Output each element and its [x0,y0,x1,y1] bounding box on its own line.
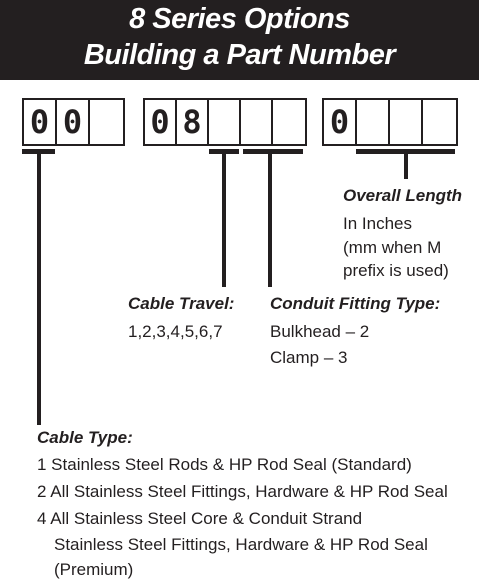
box-cell [209,100,241,144]
overall-length-title: Overall Length [343,186,463,205]
box-cell [241,100,273,144]
box-cell: 8 [177,100,209,144]
cable-type-line: 2 All Stainless Steel Fittings, Hardware & HP Rod Seal [37,482,448,501]
conduit-fitting-connector [268,149,272,287]
box-cell [423,100,456,144]
box-cell [90,100,123,144]
cable-travel-connector [222,149,226,287]
box-cell: 0 [57,100,90,144]
box-cell: 0 [24,100,57,144]
cable-travel-values: 1,2,3,4,5,6,7 [128,322,223,341]
header-banner [0,0,479,80]
overall-length-connector [404,149,408,179]
cable-type-line: 1 Stainless Steel Rods & HP Rod Seal (Standard) [37,455,412,474]
title-line-1: 8 Series Options [129,3,350,35]
box-group-3 [322,98,458,146]
conduit-fitting-line: Clamp – 3 [270,348,348,367]
box-cell: 0 [145,100,177,144]
conduit-fitting-line: Bulkhead – 2 [270,322,370,341]
cable-type-line: (Premium) [54,560,134,579]
box-group-1 [22,98,125,146]
cable-type-title: Cable Type: [37,428,133,447]
conduit-fitting-title: Conduit Fitting Type: [270,294,441,313]
conduit-fitting-bracket [243,149,303,154]
cable-type-connector [37,149,41,425]
cable-type-line: Stainless Steel Fittings, Hardware & HP Rod Seal [54,535,428,554]
overall-length-line: In Inches [343,214,412,233]
box-group-2 [143,98,307,146]
box-cell [390,100,423,144]
overall-length-line: (mm when M [343,238,442,257]
box-cell [357,100,390,144]
box-cell [273,100,305,144]
cable-type-line: 4 All Stainless Steel Core & Conduit Strand [37,509,363,528]
cable-travel-title: Cable Travel: [128,294,235,313]
overall-length-line: prefix is used) [343,261,449,280]
box-cell: 0 [324,100,357,144]
title-line-2: Building a Part Number [83,39,396,71]
